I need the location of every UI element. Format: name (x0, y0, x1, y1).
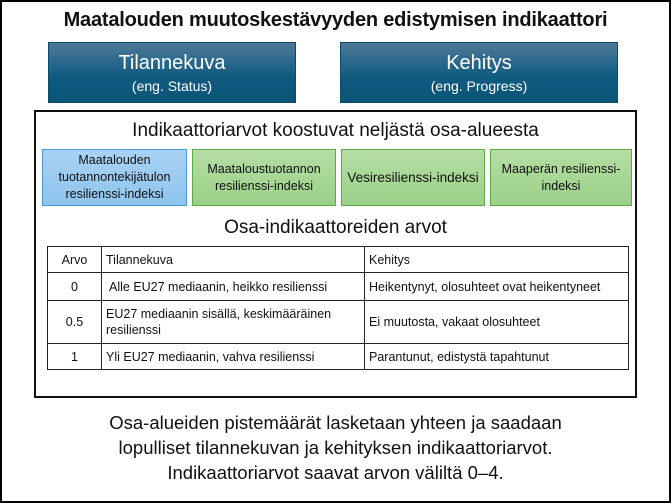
cell-progress: Ei muutosta, vakaat olosuhteet (365, 301, 629, 344)
status-label: Tilannekuva (118, 52, 226, 74)
progress-label: Kehitys (446, 52, 512, 74)
sub-areas-title: Indikaattoriarvot koostuvat neljästä osa-alueesta (132, 120, 539, 141)
footer-line: Osa-alueiden pistemäärät lasketaan yhteen ja saadaan (109, 412, 562, 433)
status-box (48, 42, 296, 103)
cell-status: EU27 mediaanin sisällä, keskimääräinen resilienssi (102, 301, 365, 344)
footer-text (2, 410, 669, 485)
diagram-title: Maatalouden muutoskestävyyden edistymisen indikaattori (63, 9, 608, 31)
values-table-title: Osa-indikaattoreiden arvot (224, 217, 447, 238)
header-progress: Kehitys (365, 247, 629, 273)
cell-value: 1 (48, 344, 102, 370)
cell-status: Yli EU27 mediaanin, vahva resilienssi (102, 344, 365, 370)
sub-area-production-resilience (192, 149, 336, 206)
footer-line: Indikaattoriarvot saavat arvon väliltä 0–4. (167, 462, 504, 483)
sub-areas-panel (34, 110, 637, 398)
header-status: Tilannekuva (102, 247, 365, 273)
cell-status: Alle EU27 mediaanin, heikko resilienssi (102, 273, 365, 301)
cell-progress: Heikentynyt, olosuhteet ovat heikentyneet (365, 273, 629, 301)
cell-value: 0 (48, 273, 102, 301)
progress-box (340, 42, 618, 103)
footer-line: lopulliset tilannekuvan ja kehityksen indikaattoriarvot. (118, 437, 553, 458)
cell-value: 0.5 (48, 301, 102, 344)
progress-sublabel: (eng. Progress) (430, 78, 528, 94)
table-row (48, 273, 629, 301)
table-row (48, 344, 629, 370)
sub-area-income-resilience (42, 149, 187, 206)
sub-area-label: Maaperän resilienssi-indeksi (501, 161, 621, 193)
table-header-row (48, 247, 629, 273)
values-table (47, 246, 629, 370)
sub-area-label: Maataloustuotannon resilienssi-indeksi (207, 161, 321, 193)
header-value: Arvo (48, 247, 102, 273)
sub-area-label: Maatalouden tuotannontekijätulon resilienssi-indeksi (58, 153, 171, 201)
table-row (48, 301, 629, 344)
diagram-frame (2, 2, 669, 501)
cell-progress: Parantunut, edistystä tapahtunut (365, 344, 629, 370)
sub-area-water-resilience (341, 149, 485, 206)
status-sublabel: (eng. Status) (131, 78, 213, 94)
sub-area-label: Vesiresilienssi-indeksi (347, 170, 479, 185)
sub-area-soil-resilience (490, 149, 632, 206)
